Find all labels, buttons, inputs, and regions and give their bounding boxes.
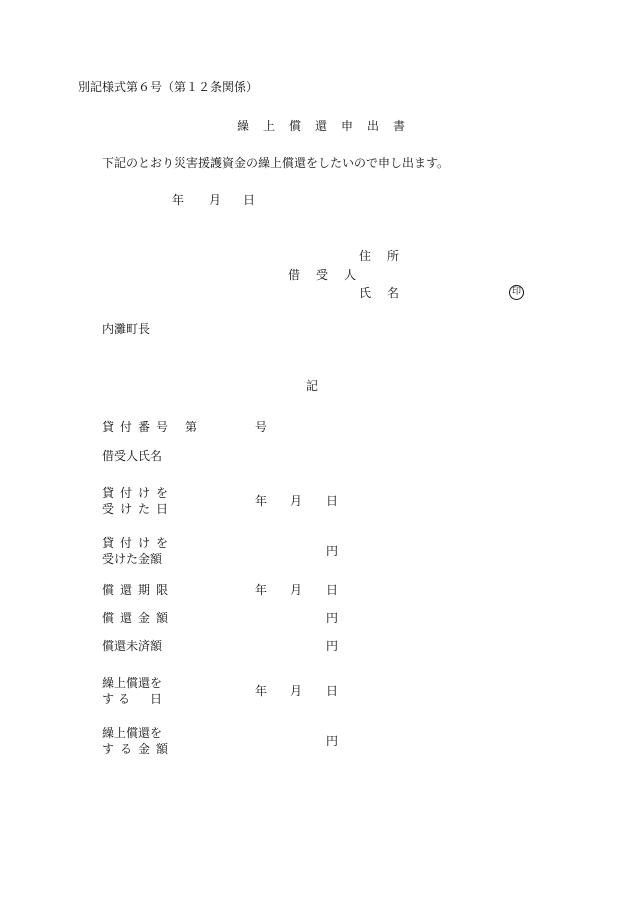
loan-date-year: 年: [255, 494, 268, 508]
date-year: 年: [172, 193, 185, 207]
loan-date-label-1: 貸付けを: [102, 486, 175, 500]
early-date-year: 年: [255, 684, 268, 698]
deadline-day: 日: [326, 583, 339, 597]
early-amount-label-1: 繰上償還を: [102, 726, 163, 740]
early-amount-yen: 円: [326, 734, 339, 748]
ki-heading: 記: [306, 379, 319, 393]
repayment-deadline-label: 償還期限: [102, 583, 175, 597]
early-date-label-1: 繰上償還を: [102, 676, 163, 690]
early-amount-label-2: する金額: [102, 742, 175, 756]
document-title: 繰上償還申出書: [237, 119, 420, 133]
borrower-name-label: 借受人氏名: [102, 449, 163, 463]
loan-amount-label-2: 受けた金額: [102, 552, 163, 566]
date-month: 月: [209, 193, 222, 207]
unpaid-amount-yen: 円: [326, 639, 339, 653]
address-label: 住 所: [359, 249, 402, 263]
form-number: 別記様式第６号（第１２条関係）: [78, 80, 259, 94]
date-day: 日: [243, 193, 256, 207]
early-date-day: 日: [326, 684, 339, 698]
deadline-month: 月: [290, 583, 303, 597]
deadline-year: 年: [255, 583, 268, 597]
addressee: 内灘町長: [102, 322, 151, 336]
borrower-label: 借 受 人: [288, 268, 359, 282]
early-date-month: 月: [290, 684, 303, 698]
loan-number-dai: 第: [185, 420, 198, 434]
early-date-label-2: する 日: [102, 692, 167, 706]
repayment-amount-yen: 円: [326, 611, 339, 625]
loan-amount-yen: 円: [326, 544, 339, 558]
name-label: 氏 名: [359, 286, 402, 300]
loan-date-day: 日: [326, 494, 339, 508]
repayment-amount-label: 償還金額: [102, 611, 175, 625]
loan-number-label: 貸付番号: [102, 420, 175, 434]
seal-mark: 印: [509, 285, 524, 300]
loan-amount-label-1: 貸付けを: [102, 536, 175, 550]
loan-number-go: 号: [255, 420, 268, 434]
unpaid-amount-label: 償還未済額: [102, 639, 163, 653]
loan-date-month: 月: [290, 494, 303, 508]
intro-text: 下記のとおり災害援護資金の繰上償還をしたいので申し出ます。: [102, 156, 450, 170]
loan-date-label-2: 受けた日: [102, 502, 175, 516]
